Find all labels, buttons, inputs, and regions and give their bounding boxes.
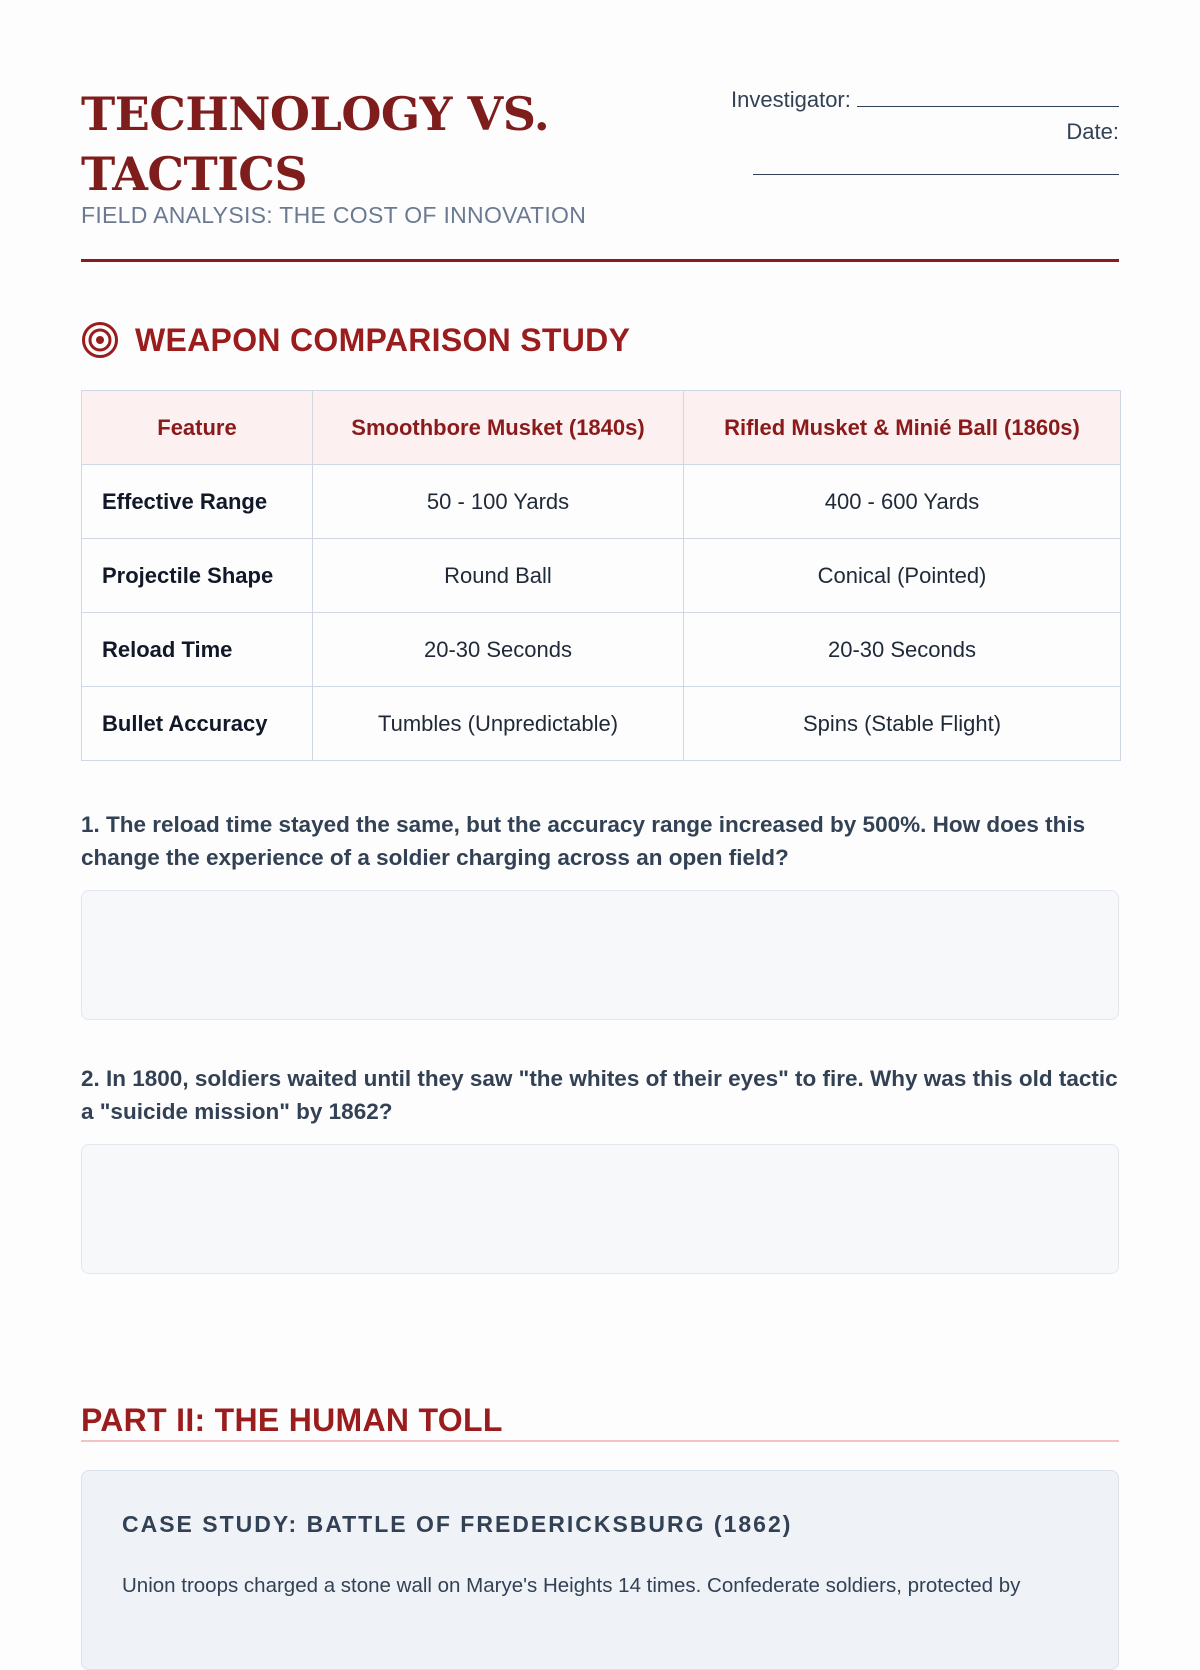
table-cell: 50 - 100 Yards xyxy=(313,465,684,539)
table-row xyxy=(82,687,1121,761)
table-cell: 400 - 600 Yards xyxy=(684,465,1121,539)
case-study-title: CASE STUDY: BATTLE OF FREDERICKSBURG (1862) xyxy=(122,1511,793,1537)
part2-heading: PART II: THE HUMAN TOLL xyxy=(81,1402,503,1438)
weapon-comparison-table xyxy=(81,390,1121,761)
investigator-field[interactable] xyxy=(857,88,1119,107)
question-2: 2. In 1800, soldiers waited until they saw "the whites of their eyes" to fire. Why was this old tactic a "suicide mission" by 1862? xyxy=(81,1066,1118,1124)
question-1: 1. The reload time stayed the same, but the accuracy range increased by 500%. How does this change the experience of a soldier charging across an open field? xyxy=(81,812,1086,870)
case-study-box xyxy=(81,1470,1119,1670)
investigator-label: Investigator: xyxy=(731,87,851,112)
meta-fields xyxy=(689,84,1119,188)
part2-section xyxy=(81,1400,1119,1440)
table-cell: 20-30 Seconds xyxy=(684,613,1121,687)
table-cell: Tumbles (Unpredictable) xyxy=(313,687,684,761)
table-row xyxy=(82,613,1121,687)
table-row xyxy=(82,465,1121,539)
table-row xyxy=(82,539,1121,613)
header xyxy=(81,84,1119,264)
answer-box-2[interactable] xyxy=(81,1144,1119,1274)
date-label: Date: xyxy=(1066,119,1119,144)
page-subtitle: FIELD ANALYSIS: THE COST OF INNOVATION xyxy=(81,202,587,228)
page-title: TECHNOLOGY VS. TACTICS xyxy=(81,87,550,201)
weapon-section-heading xyxy=(81,320,630,360)
feature-cell: Effective Range xyxy=(82,465,313,539)
date-field[interactable] xyxy=(753,156,1119,175)
answer-box-1[interactable] xyxy=(81,890,1119,1020)
feature-cell: Bullet Accuracy xyxy=(82,687,313,761)
feature-cell: Projectile Shape xyxy=(82,539,313,613)
table-cell: Round Ball xyxy=(313,539,684,613)
column-header: Feature xyxy=(82,391,313,465)
section-title: WEAPON COMPARISON STUDY xyxy=(135,321,631,358)
target-icon xyxy=(81,321,119,359)
column-header: Rifled Musket & Minié Ball (1860s) xyxy=(684,391,1121,465)
part2-rule xyxy=(81,1440,1119,1442)
table-header-row xyxy=(82,391,1121,465)
table-cell: 20-30 Seconds xyxy=(313,613,684,687)
column-header: Smoothbore Musket (1840s) xyxy=(313,391,684,465)
feature-cell: Reload Time xyxy=(82,613,313,687)
table-cell: Conical (Pointed) xyxy=(684,539,1121,613)
table-cell: Spins (Stable Flight) xyxy=(684,687,1121,761)
case-study-text: Union troops charged a stone wall on Marye's Heights 14 times. Confederate soldiers, protected by xyxy=(122,1574,1021,1597)
header-rule xyxy=(81,259,1119,262)
